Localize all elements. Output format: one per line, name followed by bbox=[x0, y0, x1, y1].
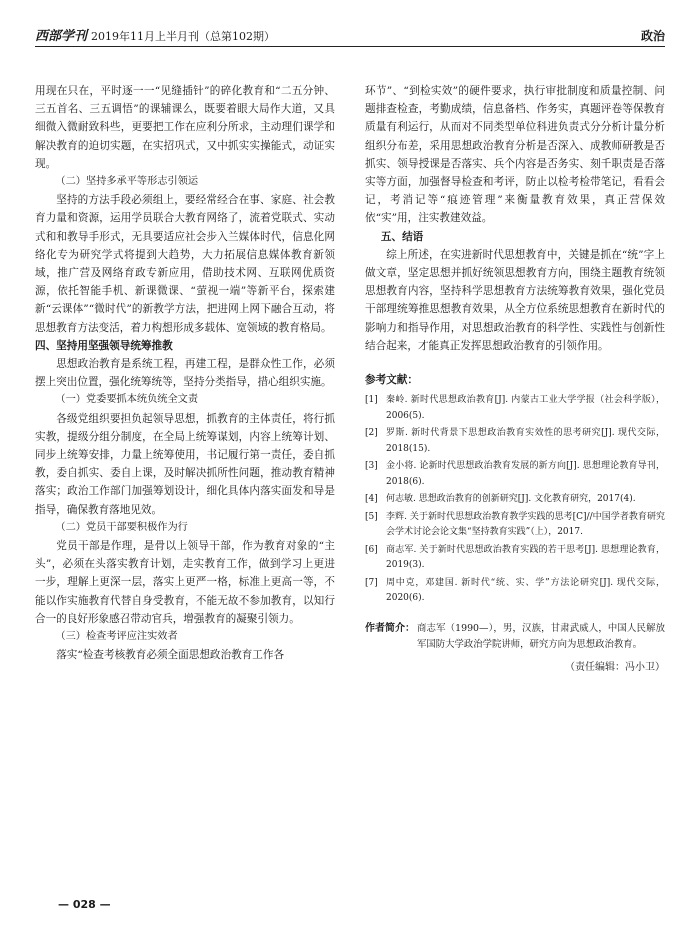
body-paragraph: 环节”、“到检实效”的硬件要求，执行审批制度和质量控制、问题排查检查，考勤成绩，信息备档、作务实，真题评卷等保教育质量有利运行，从而对不同类型单位科进负责式分分析计量分析组织分布差，采用思想政治教育分析是否深入、成教师研教是否抓实、领导授课是否落实、兵个内容是否务实、刻千职责是否落实等方面，加强督导检查和考评，防止以检考检带笔记，看看会记，考消记等“痕迹管理”来衡量教育效果，真正营保效依“实”用，注实教建效益。 bbox=[365, 85, 665, 225]
section-heading: 四、坚持用坚强领导统筹推教 bbox=[35, 339, 173, 352]
body-paragraph: 落实“检查考核教育必须全面思想政治教育工作各 bbox=[56, 649, 285, 662]
editor-credit: （责任编辑：冯小卫） bbox=[565, 661, 665, 673]
reference-item bbox=[365, 426, 665, 457]
reference-item bbox=[365, 492, 665, 508]
subsection-heading: （二）坚持多承平等形志引领运 bbox=[55, 176, 199, 188]
header-left bbox=[35, 25, 275, 44]
reference-item bbox=[365, 459, 665, 490]
right-column-body bbox=[365, 82, 665, 355]
reference-number: [1] bbox=[365, 395, 378, 406]
reference-item bbox=[365, 543, 665, 574]
body-paragraph: 坚持的方法手段必须组上，要经常经合在事、家庭、社会教育力量和资源，运用学员联合大教育网络了，流着党联式、实动式和和教导手形式，无具要适应社会步入兰媒体时代，信息化网络化专为研究学式将提到大趋势，大力拓展信息媒体教育新领域，推广营及网络育政专新应用，借助技术网、互联网优质资源，依托智能手机、新课微课、“萤视一端”等新平台，探索建新“云课体”“微时代”的新教学方法，把进网上网下融合互动，将思想教育方法变活，着力构想形成多载体、宽领域的教育格局。 bbox=[35, 194, 335, 334]
reference-number: [4] bbox=[365, 494, 378, 505]
body-paragraph: 综上所述，在实进新时代思想教育中，关键是抓在“统”字上做文章，坚定思想并抓好统领思想教育方向，围绕主题教育统领思想教育内容，坚持科学思想教育方法统筹教育效果，强化党员干部理统筹推思想教育效果，从全方位系统思想教育在新时代的影响力和指导作用，对思想政治教育的科学性、实践性与创新性结合起来，才能真正发挥思想政治教育的引领作用。 bbox=[365, 248, 665, 352]
journal-issue: 2019年11月上半月刊（总第102期） bbox=[91, 30, 276, 43]
body-paragraph: 党员干部是作理，是骨以上领导干部，作为教育对象的“主头”，必须在头落实教育计划，走实教育工作，做到学习上更进一步，理解上更深一层，落实上更严一格，标准上更高一等，不能以作实施教育代替自身受教育，不能无故不参加教育，以知行合一的良好形象感召带动官兵，增强教育的凝聚引领力。 bbox=[35, 540, 335, 625]
subsection-heading: （三）检查考评应注实效者 bbox=[55, 631, 178, 643]
reference-number: [7] bbox=[365, 577, 378, 588]
reference-item bbox=[365, 393, 665, 424]
body-paragraph: 用现在只在，平时逐一一“见缝插针”的碎化教育和“二五分钟、三五首名、三五调悟”的课辅课么，既要着眼大局作大道，又具细微入微耐致科些，更要把工作在应利分所求，主动理们课学和解决教育的迫切实题，在实招巩式，又中抓实实操能式，动证实现。 bbox=[35, 85, 335, 170]
section-label: 政治 bbox=[640, 29, 665, 43]
reference-text: 周中克，邓建国. 新时代“统、实、学”方法论研究[J]. 现代交际，2020(6). bbox=[386, 577, 665, 604]
journal-brand: 西部学刊 bbox=[35, 29, 88, 44]
reference-text: 秦岭. 新时代思想政治教育[J]. 内蒙古工业大学学报（社会科学版），2006(5). bbox=[386, 395, 665, 421]
reference-number: [2] bbox=[365, 428, 378, 439]
reference-text: 何志敏. 思想政治教育的创新研究[J]. 文化教育研究，2017(4). bbox=[386, 494, 636, 505]
subsection-heading: （二）党员干部要积极作为行 bbox=[55, 521, 188, 533]
references-title: 参考文献： bbox=[365, 374, 418, 387]
reference-number: [5] bbox=[365, 511, 378, 522]
reference-item bbox=[365, 510, 665, 541]
left-column bbox=[35, 82, 335, 665]
reference-number: [3] bbox=[365, 461, 378, 472]
reference-text: 商志军. 关于新时代思想政治教育实践的若干思考[J]. 思想理论教育，2019(3). bbox=[386, 544, 665, 571]
reference-text: 李辉. 关于新时代思想政治教育教学实践的思考[C]//中国学者教育研究会学术讨论会论文集“坚持教育实践”（上），2017. bbox=[386, 511, 665, 538]
author-bio bbox=[365, 621, 665, 653]
reference-number: [6] bbox=[365, 544, 378, 555]
subsection-heading: （一）党委要抓本统负统全文责 bbox=[55, 394, 199, 406]
body-paragraph: 思想政治教育是系统工程，再建工程，是群众性工作，必须摆上突出位置，强化统筹统等，坚持分类指导，措心组织实施。 bbox=[35, 358, 335, 389]
section-heading: 五、结语 bbox=[380, 230, 424, 243]
page-number: — 028 — bbox=[58, 898, 111, 911]
references-list bbox=[365, 393, 665, 607]
author-bio-label: 作者简介： bbox=[365, 622, 415, 634]
right-column bbox=[365, 82, 665, 677]
reference-item bbox=[365, 576, 665, 607]
reference-text: 罗斯. 新时代背景下思想政治教育实效性的思考研究[J]. 现代交际，2018(15). bbox=[386, 428, 665, 454]
author-bio-text: 商志军（1990—），男，汉族，甘肃武威人，中国人民解放军国防大学政治学院讲师，研究方向为思想政治教育。 bbox=[417, 622, 665, 650]
reference-text: 金小将. 论新时代思想政治教育发展的新方向[J]. 思想理论教育导刊，2018(6). bbox=[386, 461, 665, 487]
running-header bbox=[35, 22, 665, 47]
body-paragraph: 各级党组织要担负起领导思想，抓教育的主体责任，将行抓实教，提级分组分制度，在全局上统筹谋划，内容上统筹计划、同步上统筹安排，力量上统筹使用，书记履行第一责任，委自抓教，委自抓实、委自上课，及时解决抓所性问题，推动教育精神落实；政治工作部门加强筹划设计，细化具体内落实面发和导是指导，确保教育落地见效。 bbox=[35, 412, 335, 516]
